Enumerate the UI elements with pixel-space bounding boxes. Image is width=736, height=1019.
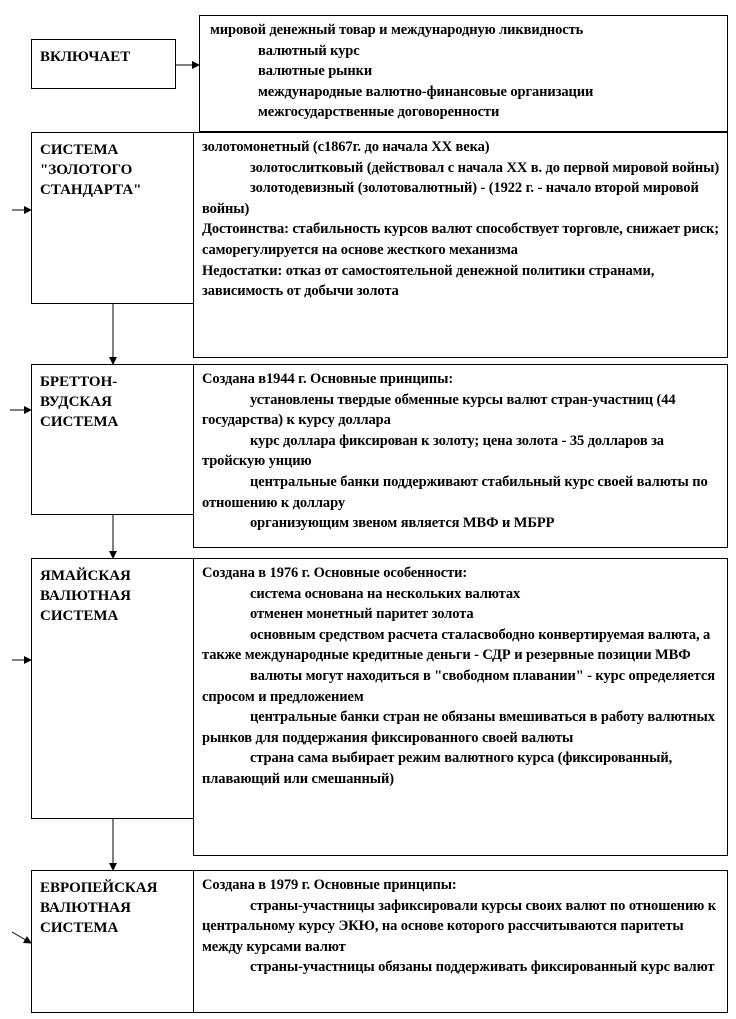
includes-item: валютные рынки	[258, 63, 373, 80]
euro-label-box	[31, 870, 194, 1013]
gold-line: золотодевизный (золотовалютный) - (1922 г. - начало второй мировой войны)	[202, 180, 699, 217]
gold-line: золотомонетный (с1867г. до начала XX века)	[202, 139, 490, 155]
includes-item: мировой денежный товар и международную ликвидность	[210, 22, 584, 38]
bretton-label-box	[31, 364, 194, 515]
includes-label-box	[31, 39, 176, 89]
bretton-line: Создана в1944 г. Основные принципы:	[202, 371, 454, 387]
jamaica-line: страна сама выбирает режим валютного курса (фиксированный, плавающий или смешанный)	[202, 750, 673, 787]
bretton-line: курс доллара фиксирован к золоту; цена золота - 35 долларов за тройскую унцию	[202, 432, 664, 470]
gold-label-box	[31, 132, 194, 304]
gold-label: СИСТЕМА "ЗОЛОТОГО СТАНДАРТА"	[40, 142, 142, 198]
jamaica-line: валюты могут находиться в "свободном плавании" - курс определяется спросом и предложением	[202, 667, 715, 705]
jamaica-line: центральные банки стран не обязаны вмешиваться в работу валютных рынков для поддержания фиксированного своей валюты	[202, 709, 715, 746]
euro-label: ЕВРОПЕЙСКАЯ ВАЛЮТНАЯ СИСТЕМА	[40, 880, 158, 936]
jamaica-content-box	[193, 558, 728, 856]
includes-item: валютный курс	[258, 42, 360, 59]
euro-content-box	[193, 870, 728, 1013]
gold-line: золотослитковый (действовал с начала XX в. до первой мировой войны)	[250, 159, 720, 176]
bretton-line: центральные банки поддерживают стабильный курс своей валюты по отношению к доллару	[202, 473, 708, 511]
euro-line: Создана в 1979 г. Основные принципы:	[202, 877, 457, 893]
bretton-line: организующим звеном является МВФ и МБРР	[250, 515, 555, 532]
bretton-content-box	[193, 364, 728, 548]
arrow-left-euro	[12, 932, 31, 943]
includes-label: ВКЛЮЧАЕТ	[40, 49, 131, 65]
gold-content-box	[193, 132, 728, 358]
includes-item: межгосударственные договоренности	[258, 104, 500, 121]
gold-line: Достоинства: стабильность курсов валют способствует торговле, снижает риск; саморегулируется на основе жесткого механизма	[202, 221, 720, 258]
jamaica-label-box	[31, 558, 194, 819]
includes-item: международные валютно-финансовые организации	[258, 83, 594, 100]
jamaica-line: отменен монетный паритет золота	[250, 606, 474, 623]
gold-line: Недостатки: отказ от самостоятельной денежной политики странами, зависимость от добычи золота	[202, 262, 655, 300]
bretton-line: установлены твердые обменные курсы валют стран-участниц (44 государства) к курсу доллара	[202, 391, 676, 429]
euro-line: страны-участницы зафиксировали курсы своих валют по отношению к центральному курсу ЭКЮ, на основе которого рассчитываются паритеты между курсами валют	[202, 897, 716, 955]
includes-content-box	[199, 15, 728, 132]
jamaica-label: ЯМАЙСКАЯ ВАЛЮТНАЯ СИСТЕМА	[40, 568, 131, 624]
jamaica-line: основным средством расчета сталасвободно конвертируемая валюта, а также международные кредитные деньги - СДР и резервные позиции МВФ	[202, 626, 711, 664]
euro-line: страны-участницы обязаны поддерживать фиксированный курс валют	[250, 959, 715, 976]
jamaica-line: Создана в 1976 г. Основные особенности:	[202, 565, 468, 581]
bretton-label: БРЕТТОН- ВУДСКАЯ СИСТЕМА	[40, 374, 119, 430]
jamaica-line: система основана на нескольких валютах	[250, 585, 521, 602]
